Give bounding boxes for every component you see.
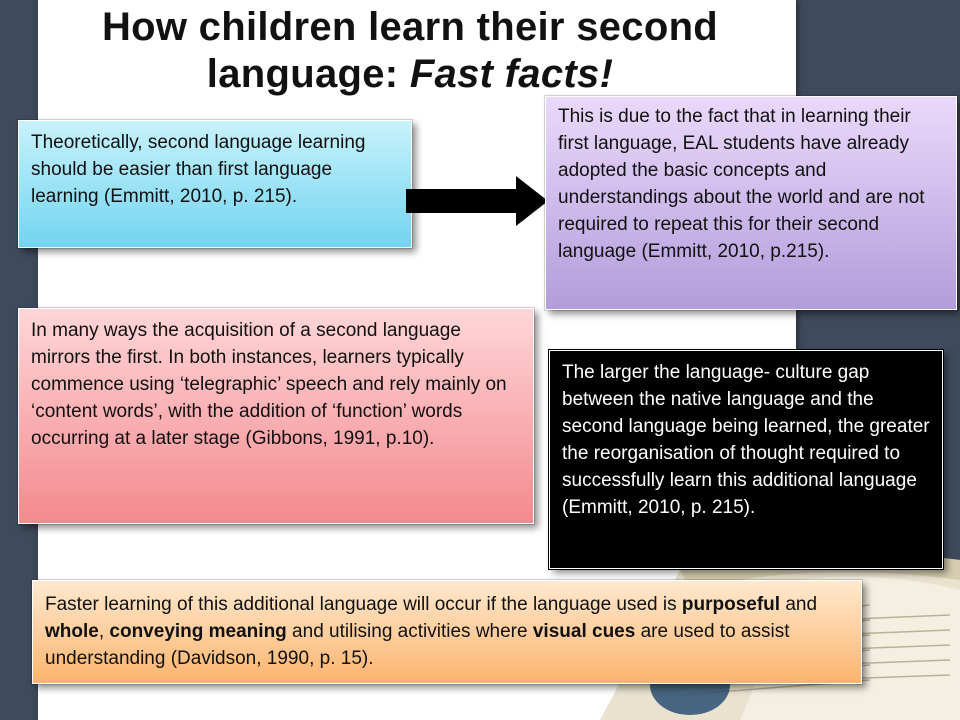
title-italic-text: Fast facts! bbox=[409, 52, 614, 96]
faster-bold-whole: whole bbox=[45, 621, 99, 642]
due-to-text: This is due to the fact that in learning their first language, EAL students have already adopted the basic concepts and understandings about the world and are not required to repeat this for their second language (Emmitt, 2010, p.215). bbox=[558, 106, 925, 262]
faster-learning-text-box bbox=[32, 580, 862, 684]
due-to-text-box bbox=[545, 96, 957, 310]
faster-text-part: and utilising activities where bbox=[286, 621, 533, 642]
faster-text-part: Faster learning of this additional language will occur if the language used is bbox=[45, 594, 682, 615]
faster-bold-visual-cues: visual cues bbox=[532, 621, 636, 642]
theoretically-text: Theoretically, second language learning should be easier than first language learning (Emmitt, 2010, p. 215). bbox=[31, 132, 366, 207]
title-main-text: How children learn their second language: bbox=[101, 5, 719, 96]
acquisition-text: In many ways the acquisition of a second language mirrors the first. In both instances, learners typically commence using ‘telegraphic’ speech and rely mainly on ‘content words’, with the addition of ‘function’ words occurring at a later stage (Gibbons, 1991, p.10). bbox=[31, 320, 507, 449]
faster-bold-conveying-meaning: conveying meaning bbox=[109, 621, 287, 642]
faster-bold-purposeful: purposeful bbox=[681, 594, 781, 615]
faster-text-part: and bbox=[780, 594, 818, 615]
right-arrow-icon bbox=[406, 176, 548, 226]
culture-gap-text: The larger the language- culture gap between the native language and the second language being learned, the greater the reorganisation of thought required to successfully learn this additional language (Emmitt, 2010, p. 215). bbox=[562, 362, 930, 518]
acquisition-text-box bbox=[18, 308, 534, 524]
culture-gap-text-box bbox=[549, 350, 943, 569]
faster-text-part: are used to assist understanding (Davidson, 1990, p. 15). bbox=[45, 621, 790, 669]
slide-title bbox=[20, 4, 800, 98]
faster-text-part: , bbox=[98, 621, 110, 642]
theoretically-text-box bbox=[18, 120, 412, 248]
